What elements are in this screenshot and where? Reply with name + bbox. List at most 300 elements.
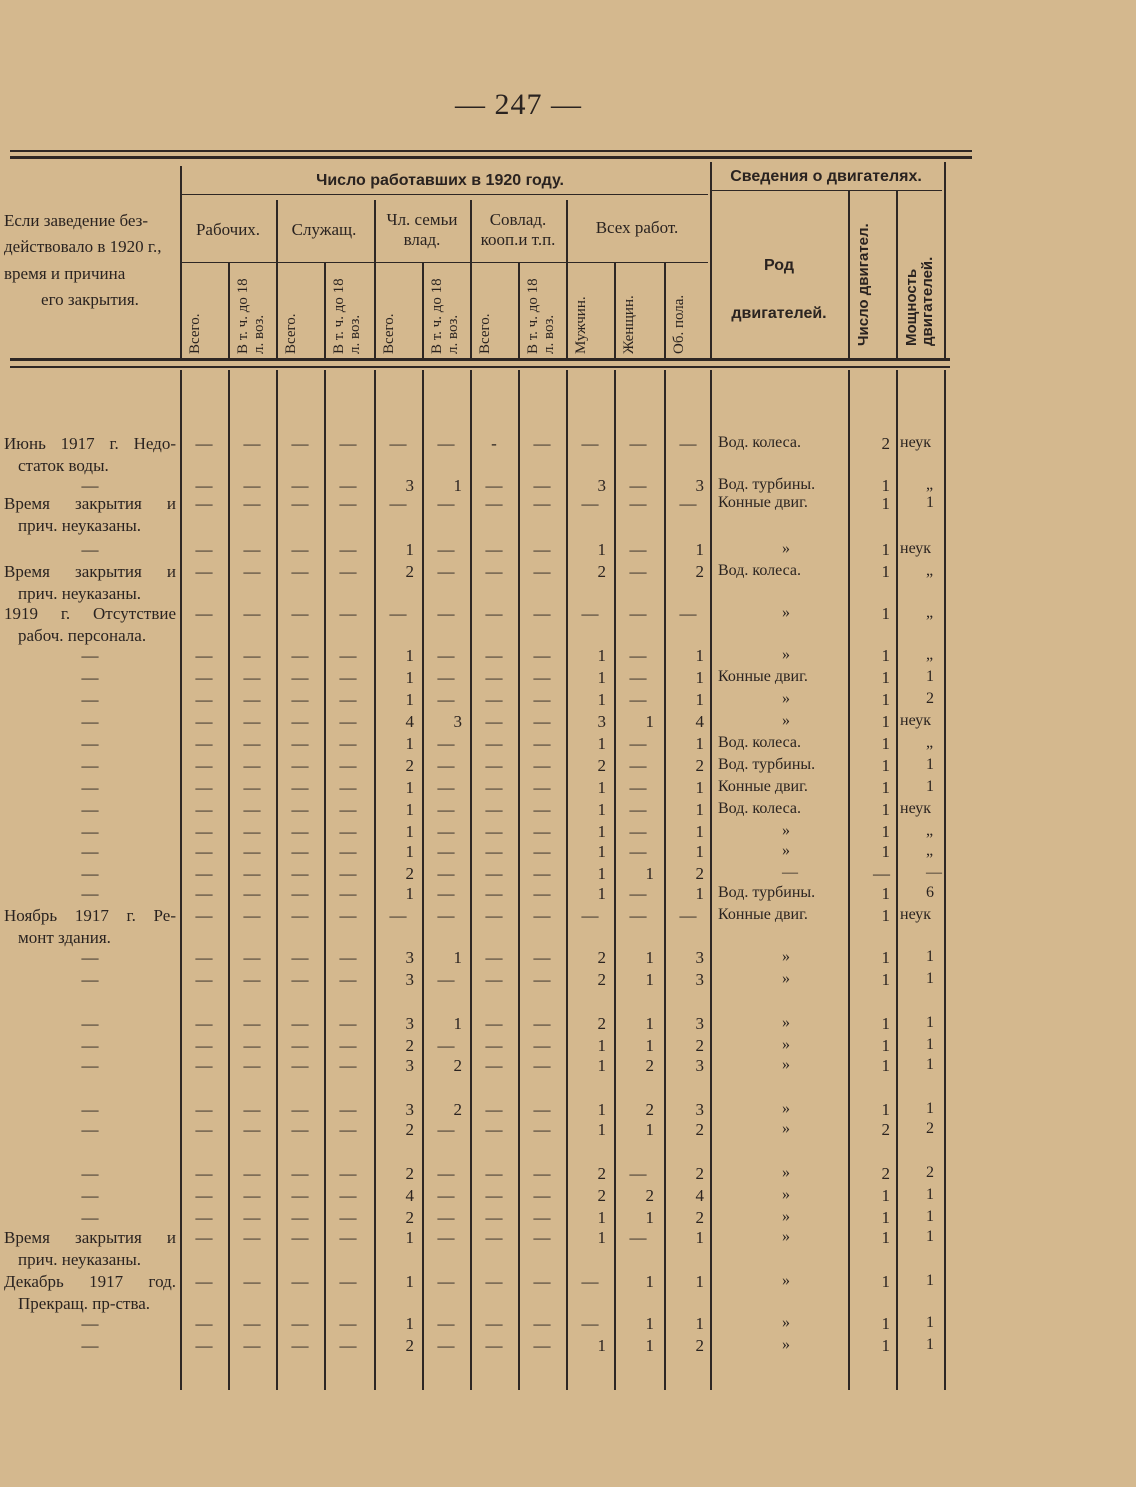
table-cell: — [533,734,551,753]
engine-type-cell: » [782,712,790,729]
table-cell: — [243,734,261,753]
table-cell: 1 [695,668,704,687]
table-cell: — [195,1164,213,1183]
table-cell: — [437,734,455,753]
table-cell: — [243,1014,261,1033]
row-prefix-dash: — [81,1120,99,1139]
engine-type-cell: Конные двиг. [718,668,808,685]
engine-type-cell: » [782,1272,790,1289]
remark-line-4: его закрытия. [41,290,139,310]
engine-count-cell: 1 [881,1036,890,1055]
table-cell: — [485,1208,503,1227]
table-cell: — [291,970,309,989]
table-cell: — [195,712,213,731]
table-cell: — [485,734,503,753]
table-cell: — [437,1336,455,1355]
engine-type-cell: Конные двиг. [718,778,808,795]
table-cell: — [485,1120,503,1139]
table-cell: 2 [405,756,414,775]
table-cell: — [291,712,309,731]
table-cell: 1 [453,1014,462,1033]
group-workers: Рабочих. [195,220,261,239]
table-cell: 1 [597,1208,606,1227]
table-cell: — [485,1336,503,1355]
table-cell: — [485,1056,503,1075]
table-cell: — [581,1314,599,1333]
table-cell: — [629,604,647,623]
table-cell: — [291,1036,309,1055]
table-cell: — [339,494,357,513]
engine-count-cell: 1 [881,800,890,819]
table-cell: — [339,476,357,495]
table-cell: — [533,1164,551,1183]
subheader-engine-count: Число двигател. [855,223,872,346]
table-cell: — [339,884,357,903]
table-cell: — [195,562,213,581]
table-cell: — [437,822,455,841]
table-cell: — [339,1336,357,1355]
table-cell: — [533,1100,551,1119]
table-cell: — [533,756,551,775]
table-cell: — [339,1120,357,1139]
table-cell: — [533,690,551,709]
row-prefix-dash: — [81,690,99,709]
table-cell: 1 [645,864,654,883]
table-cell: — [339,734,357,753]
table-cell: — [243,800,261,819]
remark-line-2: действовало в 1920 г., [4,237,162,257]
table-cell: — [195,756,213,775]
table-cell: 1 [597,884,606,903]
subheader-sub-both: Об. пола. [671,294,687,354]
row-prefix-dash: — [81,864,99,883]
table-cell: — [339,800,357,819]
table-cell: — [629,778,647,797]
engine-count-cell: 1 [881,1314,890,1333]
table-cell: — [533,864,551,883]
table-cell: — [243,690,261,709]
engine-count-cell: 1 [881,1336,890,1355]
table-cell: 3 [695,970,704,989]
table-cell: — [679,906,697,925]
table-cell: — [533,1336,551,1355]
table-cell: — [533,494,551,513]
row-prefix-dash: — [81,540,99,559]
engine-count-cell: 1 [881,646,890,665]
table-cell: 2 [405,1036,414,1055]
table-cell: — [291,734,309,753]
table-cell: — [533,906,551,925]
table-cell: — [485,540,503,559]
engine-count-cell: 1 [881,948,890,967]
table-cell: — [243,970,261,989]
table-cell: — [629,646,647,665]
column-divider [324,262,326,358]
table-cell: 1 [645,948,654,967]
engine-count-cell: 1 [881,906,890,925]
table-cell: 1 [597,1228,606,1247]
table-cell: 1 [645,1014,654,1033]
table-cell: — [339,562,357,581]
table-cell: — [629,842,647,861]
table-cell: — [291,884,309,903]
engine-type-cell: » [782,948,790,965]
engine-count-cell: 1 [881,734,890,753]
engine-type-cell: » [782,1120,790,1137]
header-bottom-rule-2 [10,366,950,368]
engine-type-cell: » [782,1228,790,1245]
table-cell: 1 [645,1314,654,1333]
engine-count-cell: 1 [881,540,890,559]
table-cell: — [195,1336,213,1355]
table-cell: 1 [695,540,704,559]
table-cell: — [533,1036,551,1055]
table-cell: — [243,1314,261,1333]
table-cell: 3 [405,1056,414,1075]
engine-power-cell: 1 [926,494,934,511]
engine-count-cell: 1 [881,604,890,623]
engine-power-cell: 1 [926,1208,934,1225]
table-cell: — [339,756,357,775]
table-cell: — [629,540,647,559]
table-cell: 1 [597,1036,606,1055]
closure-note-line: Время закрытия и [4,562,176,581]
table-cell: — [533,1314,551,1333]
group-employees: Служащ. [291,220,357,239]
table-cell: — [629,1164,647,1183]
table-cell: — [581,604,599,623]
table-cell: — [533,540,551,559]
table-cell: — [629,906,647,925]
table-cell: — [291,646,309,665]
table-cell: — [291,434,309,453]
remark-line-1: Если заведение без- [4,211,149,230]
table-cell: — [195,690,213,709]
table-cell: — [243,884,261,903]
table-cell: — [485,822,503,841]
engine-type-cell: » [782,646,790,663]
table-cell: — [629,756,647,775]
engine-type-cell: — [782,864,798,881]
table-cell: — [195,604,213,623]
column-divider [614,262,616,358]
closure-note-line: Время закрытия и [4,494,176,513]
column-divider [518,262,520,358]
engine-power-cell: 2 [926,1120,934,1137]
row-prefix-dash: — [81,646,99,665]
table-cell: 1 [405,668,414,687]
table-cell: 1 [695,1228,704,1247]
table-cell: — [339,1228,357,1247]
closure-note-line: Прекращ. пр-ства. [18,1294,151,1313]
table-cell: — [679,604,697,623]
table-cell: — [243,434,261,453]
engine-count-cell: 1 [881,1056,890,1075]
engine-type-cell: » [782,1314,790,1331]
table-cell: 3 [405,1014,414,1033]
table-cell: — [437,668,455,687]
engine-power-cell: неук [900,712,932,729]
table-cell: 2 [695,1036,704,1055]
table-cell: 3 [597,476,606,495]
table-cell: — [243,668,261,687]
table-cell: — [339,1014,357,1033]
table-cell: — [291,668,309,687]
table-cell: — [437,864,455,883]
table-cell: — [437,494,455,513]
column-divider [710,370,712,1390]
table-cell: — [533,778,551,797]
table-cell: — [291,906,309,925]
table-cell: 1 [405,540,414,559]
table-cell: — [195,1314,213,1333]
engine-count-cell: 1 [881,1228,890,1247]
engine-type-cell: » [782,1186,790,1203]
table-cell: 1 [695,884,704,903]
table-cell: — [389,434,407,453]
engine-count-cell: — [873,864,890,883]
engine-power-cell: 1 [926,1014,934,1031]
column-divider [896,370,898,1390]
table-cell: 1 [405,646,414,665]
table-cell: — [243,476,261,495]
subheader-sub-total: Всего. [187,313,203,354]
table-cell: — [485,476,503,495]
table-cell: — [243,1272,261,1291]
table-cell: — [291,756,309,775]
table-cell: 3 [405,1100,414,1119]
table-cell: — [581,1272,599,1291]
engine-type-cell: » [782,822,790,839]
table-cell: — [339,1208,357,1227]
column-divider [614,370,616,1390]
closure-note-line: Время закрытия и [4,1228,176,1247]
table-cell: 2 [405,864,414,883]
engine-type-cell: » [782,1036,790,1053]
table-cell: — [243,906,261,925]
column-divider [664,262,666,358]
engine-count-cell: 2 [881,434,890,453]
table-cell: 1 [597,822,606,841]
table-cell: — [437,434,455,453]
table-cell: 1 [597,646,606,665]
engine-type-cell: » [782,1208,790,1225]
table-cell: — [291,1100,309,1119]
table-cell: 2 [695,1336,704,1355]
table-cell: — [339,646,357,665]
table-cell: — [629,884,647,903]
table-cell: — [629,494,647,513]
table-cell: — [243,1336,261,1355]
row-prefix-dash: — [81,1014,99,1033]
table-cell: 3 [453,712,462,731]
table-cell: 1 [597,734,606,753]
engine-power-cell: „ [926,734,934,751]
table-cell: 1 [645,1336,654,1355]
table-cell: 1 [597,800,606,819]
table-cell: — [291,1208,309,1227]
table-cell: 2 [597,1014,606,1033]
table-cell: — [195,1014,213,1033]
engine-power-cell: — [926,864,942,881]
table-cell: 3 [597,712,606,731]
table-cell: 2 [405,1336,414,1355]
table-cell: — [389,604,407,623]
table-cell: — [485,756,503,775]
table-cell: — [195,494,213,513]
page-number: — 247 — [455,88,582,121]
group-coowners: Совлад. кооп.и т.п. [480,210,556,249]
row-prefix-dash: — [81,1314,99,1333]
table-cell: — [437,562,455,581]
engine-count-cell: 1 [881,1014,890,1033]
table-cell: 1 [695,1272,704,1291]
table-cell: — [243,864,261,883]
table-cell: — [533,1186,551,1205]
table-cell: — [485,948,503,967]
row-prefix-dash: — [81,778,99,797]
column-divider [374,370,376,1390]
table-cell: — [679,494,697,513]
table-cell: — [339,1056,357,1075]
table-cell: 1 [597,668,606,687]
table-cell: — [437,1314,455,1333]
table-cell: — [195,734,213,753]
table-cell: — [437,1036,455,1055]
column-divider [422,262,424,358]
table-cell: — [339,434,357,453]
table-cell: — [339,1164,357,1183]
engine-type-cell: Вод. турбины. [718,476,816,493]
closure-note-line: монт здания. [18,928,111,947]
column-divider [896,190,898,358]
column-divider [848,190,850,358]
table-cell: 1 [695,734,704,753]
subheader-sub-total: Всего. [283,313,299,354]
table-cell: 2 [597,756,606,775]
table-cell: — [243,822,261,841]
top-rule [10,150,972,152]
table-cell: 1 [645,712,654,731]
table-cell: — [533,434,551,453]
table-cell: — [533,1272,551,1291]
row-prefix-dash: — [81,970,99,989]
closure-note-line: прич. неуказаны. [18,584,142,603]
table-cell: — [339,842,357,861]
table-cell: — [339,970,357,989]
table-cell: — [291,800,309,819]
engine-count-cell: 1 [881,1186,890,1205]
table-cell: — [195,1056,213,1075]
table-cell: — [485,800,503,819]
table-cell: — [437,756,455,775]
table-cell: 2 [597,948,606,967]
engine-power-cell: 1 [926,1100,934,1117]
table-cell: 1 [645,1272,654,1291]
engine-power-cell: „ [926,646,934,663]
table-cell: — [243,1056,261,1075]
table-cell: — [291,778,309,797]
group-rule [180,262,708,263]
table-cell: — [339,1314,357,1333]
table-cell: — [339,604,357,623]
table-cell: 3 [695,1100,704,1119]
table-cell: — [437,1228,455,1247]
table-cell: — [195,1036,213,1055]
table-cell: 1 [695,800,704,819]
table-cell: — [533,822,551,841]
table-cell: — [485,778,503,797]
table-cell: — [533,1056,551,1075]
table-cell: 2 [695,756,704,775]
table-cell: — [485,970,503,989]
table-cell: — [195,1100,213,1119]
table-cell: — [437,646,455,665]
column-divider [228,262,230,358]
engine-count-cell: 1 [881,494,890,513]
table-cell: — [629,434,647,453]
table-cell: 1 [695,1314,704,1333]
closure-note-line: 1919 г. Отсутствие [4,604,176,623]
table-cell: — [243,494,261,513]
engine-power-cell: 1 [926,1186,934,1203]
row-prefix-dash: — [81,1164,99,1183]
row-prefix-dash: — [81,1036,99,1055]
table-cell: 3 [405,970,414,989]
engine-count-cell: 1 [881,1272,890,1291]
table-cell: — [533,562,551,581]
table-cell: 1 [597,1336,606,1355]
table-cell: — [291,822,309,841]
row-prefix-dash: — [81,1056,99,1075]
table-cell: — [485,1014,503,1033]
table-cell: — [195,540,213,559]
table-cell: 1 [453,476,462,495]
table-cell: 1 [597,842,606,861]
table-cell: — [437,1164,455,1183]
table-cell: — [533,712,551,731]
engine-power-cell: „ [926,842,934,859]
table-cell: 1 [695,822,704,841]
engine-count-cell: 1 [881,822,890,841]
table-cell: — [243,778,261,797]
table-cell: — [437,604,455,623]
engine-type-cell: Вод. колеса. [718,434,801,451]
table-cell: 1 [645,1036,654,1055]
row-prefix-dash: — [81,476,99,495]
table-cell: — [195,948,213,967]
table-cell: — [437,842,455,861]
table-cell: 1 [405,1228,414,1247]
subheader-sub-minor: В т. ч. до 18 л. воз. [525,278,557,354]
table-cell: — [243,540,261,559]
engine-count-cell: 1 [881,562,890,581]
subheader-sub-total: Всего. [477,313,493,354]
table-cell: — [533,842,551,861]
table-cell: 3 [405,476,414,495]
workers-title-rule [180,194,708,195]
column-divider [324,370,326,1390]
table-cell: — [437,800,455,819]
column-divider [566,370,568,1390]
subheader-engine-power: Мощность двигателей. [903,256,936,346]
table-cell: — [243,646,261,665]
table-cell: — [533,1228,551,1247]
engine-type-cell: » [782,1164,790,1181]
table-cell: — [533,1208,551,1227]
table-cell: — [437,1208,455,1227]
table-cell: — [243,1228,261,1247]
